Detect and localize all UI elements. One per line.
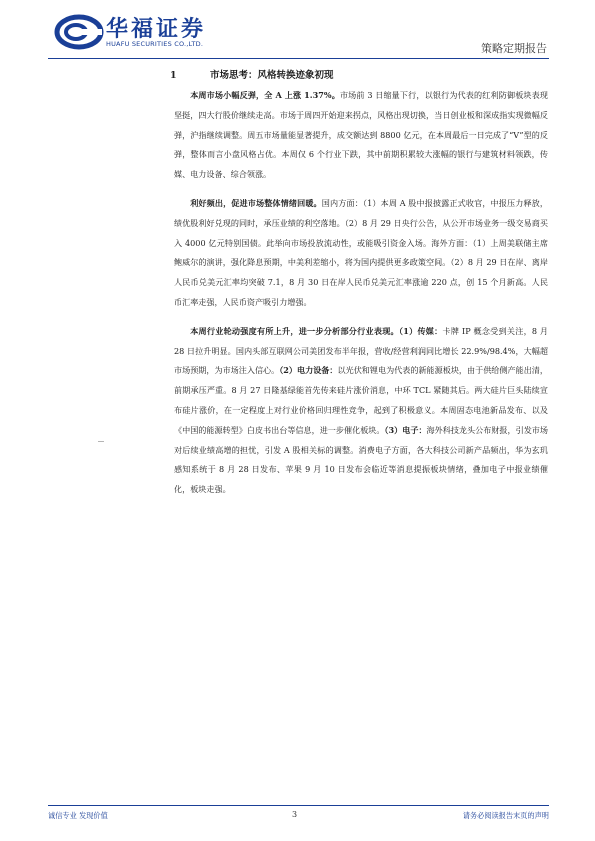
margin-mark xyxy=(98,441,104,442)
paragraph-lead: 利好频出，促进市场整体情绪回暖。 xyxy=(190,197,322,208)
brand-name-en: HUAFU SECURITIES CO.,LTD. xyxy=(106,40,204,48)
section-number: 1 xyxy=(170,70,177,81)
section-heading xyxy=(170,66,548,86)
header-divider xyxy=(48,58,549,59)
paragraph-lead: 本周行业轮动强度有所上升，进一步分析部分行业表现。 xyxy=(190,325,399,336)
main-content xyxy=(170,66,548,500)
industry-label-power-equipment: （2）电力设备： xyxy=(279,365,338,376)
industry-label-media: （1）传媒： xyxy=(398,325,443,336)
page-number: 3 xyxy=(292,810,298,819)
page-header xyxy=(0,0,595,62)
paragraph-lead: 本周市场小幅反弹，全 A 上涨 1.37%。 xyxy=(190,90,340,100)
footer-divider xyxy=(48,805,549,806)
industry-text-electronics: 海外科技龙头公布财报，引发市场对后续业绩高增的担忧，引发 A 股相关标的调整。消费电子方面，各大科技公司新产品频出，华为玄玑感知系统于 8 月 28 日发布、苹果 9 月 10 日发布会临近等消息提振板块情绪，叠加电子中报业绩催化，板块走强。 xyxy=(174,424,548,495)
industry-text-media: 卡牌 IP 概念受到关注，8 月 28 日拉升明显。国内头部互联网公司美团发布半年报，营收/经营利润同比增长 22.9%/98.4%，大幅超市场预期，为市场注入信心。 xyxy=(174,325,548,376)
footer-disclaimer: 请务必阅读报告末页的声明 xyxy=(462,811,549,820)
report-type: 策略定期报告 xyxy=(481,42,547,55)
footer-slogan: 诚信专业 发现价值 xyxy=(48,811,108,820)
industry-text-power-equipment: 以光伏和锂电为代表的新能源板块，由于供给侧产能出清，前期承压严重。8 月 27 日隆基绿能首先传来硅片涨价消息，中环 TCL 紧随其后。两大硅片巨头陆续宣布硅片涨价，在一定程度上对行业价格回归理性竞争，起到了积极意义。本周固态电池新品发布、以及《中国的能源转型》白皮书出台等信息，进一步催化板块。 xyxy=(174,365,548,435)
paragraph-industry-rotation xyxy=(174,322,548,500)
paragraph-body: 国内方面：（1）本周 A 股中报披露正式收官，中报压力释放，绩优股利好兑现的同时，承压业绩的利空落地。（2）8 月 29 日央行公告，从公开市场业务一级交易商买入 4000 亿元特别国债。此举向市场投放流动性，或能吸引资金入场。海外方面：（1）上周美联储主席鲍威尔的演讲，强化降息预期，中美利差缩小，将为国内提供更多政策空间。（2）8 月 29 日在岸、离岸人民币兑美元汇率均突破 7.1，8 月 30 日在岸人民币兑美元汇率涨逾 220 点，创 15 个月新高。人民币汇率走强，人民币资产吸引力增强。 xyxy=(174,197,548,307)
paragraph-body: 市场前 3 日缩量下行，以银行为代表的红利防御板块表现坚挺，四大行股价继续走高。市场于周四开始迎来拐点，风格出现切换，当日创业板和深成指实现微幅反弹，沪指继续调整。周五市场量能显著提升，成交额达到 8800 亿元，在本周最后一日完成了“V”型的反弹，整体而言小盘风格占优。本周仅 6 个行业下跌，其中前期积累较大涨幅的银行与建筑材料领跌，传媒、电力设备、综合领涨。 xyxy=(174,90,548,180)
paragraph-market-review xyxy=(174,86,548,185)
huafu-logo-icon xyxy=(54,14,104,50)
paragraph-sentiment xyxy=(174,194,548,313)
section-title: 市场思考：风格转换迹象初现 xyxy=(210,70,334,81)
industry-label-electronics: （3）电子： xyxy=(384,424,427,435)
brand-name-cn: 华福证券 xyxy=(106,17,207,42)
